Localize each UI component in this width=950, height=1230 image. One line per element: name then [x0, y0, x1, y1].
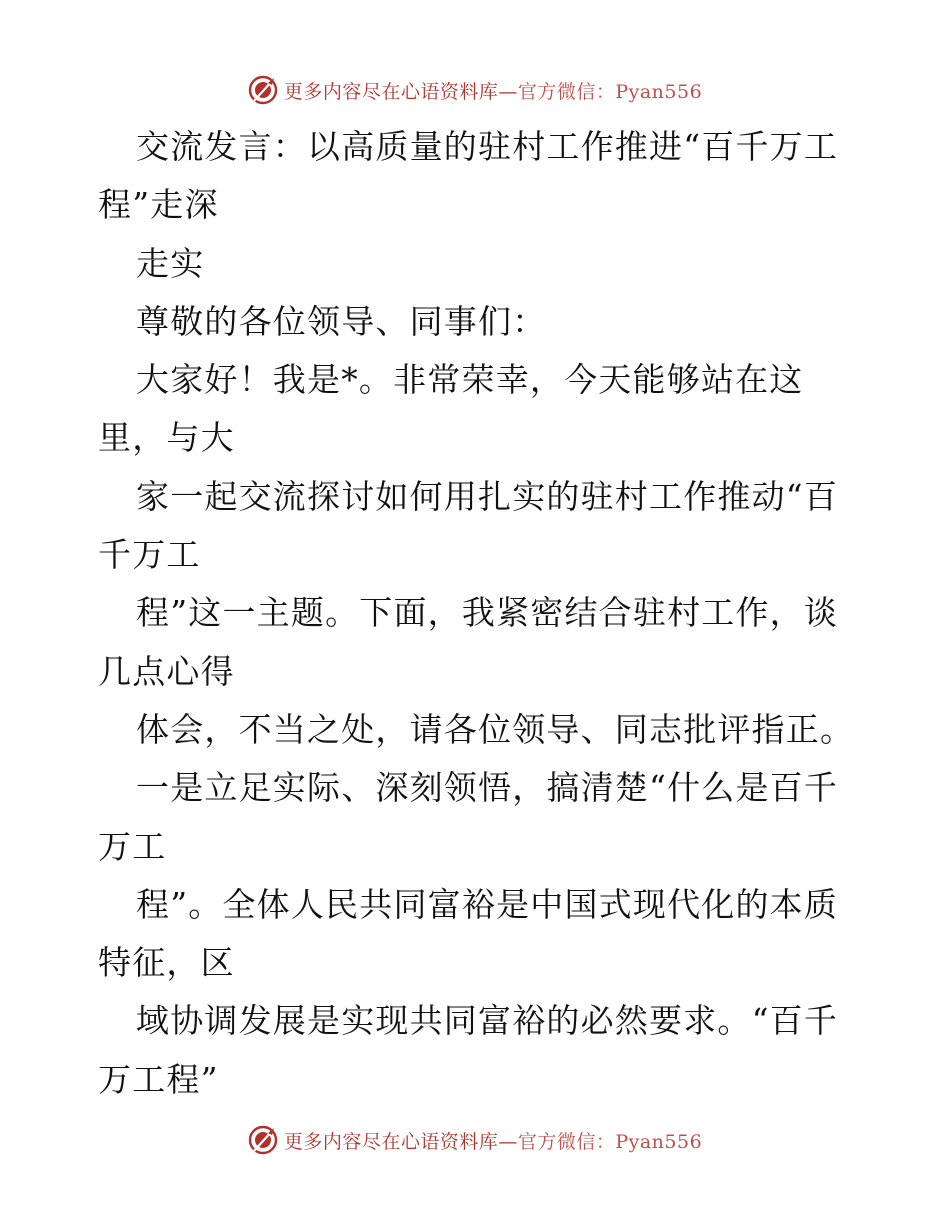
text-line: 特征，区 — [98, 943, 235, 983]
text-line: 一是立足实际、深刻领悟，搞清楚“什么是百千 — [136, 768, 839, 808]
text-line: 尊敬的各位领导、同事们： — [136, 301, 547, 341]
text-line: 域协调发展是实现共同富裕的必然要求。“百千 — [136, 1001, 839, 1041]
quill-logo-icon — [248, 1125, 278, 1155]
text-line: 千万工 — [98, 535, 201, 575]
header-banner — [0, 70, 950, 110]
text-line: 走实 — [136, 243, 205, 283]
document-body — [98, 118, 858, 1109]
text-line: 大家好！我是*。非常荣幸，今天能够站在这 — [136, 360, 804, 400]
header-banner-text: 更多内容尽在心语资料库—官方微信：Pyan556 — [283, 80, 703, 103]
text-line: 几点心得 — [98, 651, 235, 691]
text-line: 体会，不当之处，请各位领导、同志批评指正。 — [136, 709, 855, 749]
text-line: 程”走深 — [98, 185, 219, 225]
text-line: 交流发言：以高质量的驻村工作推进“百千万工 — [136, 127, 839, 166]
text-line: 家一起交流探讨如何用扎实的驻村工作推动“百 — [136, 476, 839, 516]
quill-logo-icon — [248, 75, 278, 105]
text-line: 程”这一主题。下面，我紧密结合驻村工作，谈 — [136, 593, 839, 633]
text-line: 程”。全体人民共同富裕是中国式现代化的本质 — [136, 884, 839, 924]
footer-banner — [0, 1120, 950, 1160]
text-line: 里，与大 — [98, 418, 235, 458]
text-line: 万工 — [98, 826, 167, 866]
footer-banner-text: 更多内容尽在心语资料库—官方微信：Pyan556 — [283, 1130, 703, 1153]
text-line: 万工程” — [98, 1059, 219, 1099]
